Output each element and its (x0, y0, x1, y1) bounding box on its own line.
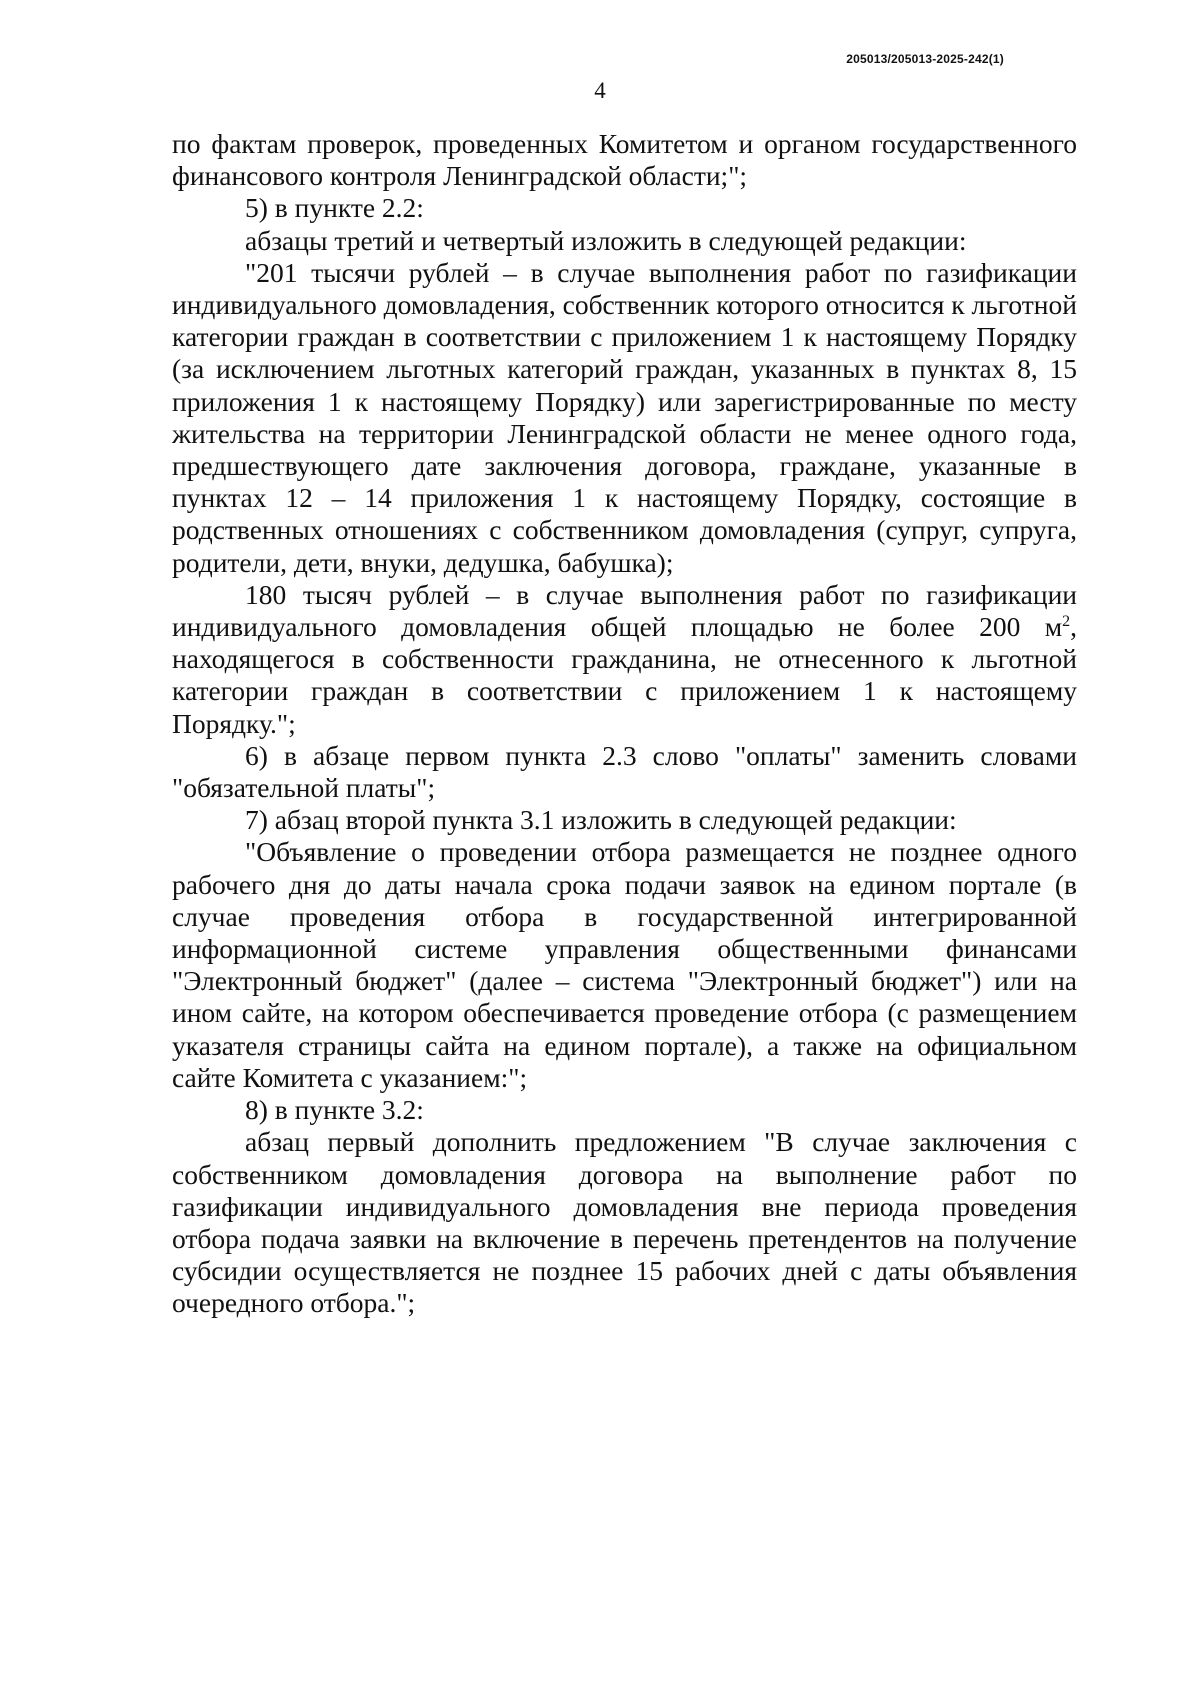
paragraph-quote-201-thousand: "201 тысячи рублей – в случае выполнения работ по газификации индивидуального домовладения, собственник которого относится к льготной категории граждан в соответствии с приложением 1 к настоящему Порядку (за исключением льготных категорий граждан, указанных в пунктах 8, 15 приложения 1 к настоящему Порядку) или зарегистрированные по месту жительства на территории Ленинградской области не менее одного года, предшествующего дате заключения договора, граждане, указанные в пунктах 12 – 14 приложения 1 к настоящему Порядку, состоящие в родственных отношениях с собственником домовладения (супруг, супруга, родители, дети, внуки, дедушка, бабушка); (172, 256, 1077, 578)
paragraph-item-5-instruction: абзацы третий и четвертый изложить в следующей редакции: (245, 224, 967, 256)
paragraph-quote-announcement: "Объявление о проведении отбора размещается не позднее одного рабочего дня до даты начала срока подачи заявок на едином портале (в случае проведения отбора в государственной интегрированной информационной системе управления общественными финансами "Электронный бюджет" (далее – система "Электронный бюджет") или на ином сайте, на котором обеспечивается проведение отбора (с размещением указателя страницы сайта на едином портале), а также на официальном сайте Комитета с указанием:"; (172, 836, 1077, 1093)
paragraph-item-8: 8) в пункте 3.2: (245, 1094, 424, 1126)
area-unit-superscript: 2 (1062, 612, 1071, 630)
paragraph-continuation: по фактам проверок, проведенных Комитетом и органом государственного финансового контроля Ленинградской области;"; (172, 128, 1077, 192)
paragraph-item-8-addition: абзац первый дополнить предложением "В случае заключения с собственником домовладения договора на выполнение работ по газификации индивидуального домовладения вне периода проведения отбора подача заявки на включение в перечень претендентов на получение субсидии осуществляется не позднее 15 рабочих дней с даты объявления очередного отбора."; (172, 1126, 1077, 1319)
document-body (172, 128, 1077, 1320)
page-number: 4 (594, 78, 606, 103)
paragraph-quote-180-thousand (172, 579, 1077, 740)
paragraph-item-7: 7) абзац второй пункта 3.1 изложить в следующей редакции: (245, 804, 957, 836)
paragraph-text-part: 180 тысяч рублей – в случае выполнения работ по газификации индивидуального домовладения общей площадью не более 200 м (172, 578, 1077, 643)
paragraph-text-part: , находящегося в собственности гражданина, не отнесенного к льготной категории граждан в соответствии с приложением 1 к настоящему Порядку."; (172, 611, 1077, 739)
paragraph-item-5: 5) в пункте 2.2: (245, 192, 424, 224)
paragraph-item-6: 6) в абзаце первом пункта 2.3 слово "оплаты" заменить словами "обязательной платы"; (172, 739, 1077, 804)
document-id: 205013/205013-2025-242(1) (846, 52, 1004, 66)
